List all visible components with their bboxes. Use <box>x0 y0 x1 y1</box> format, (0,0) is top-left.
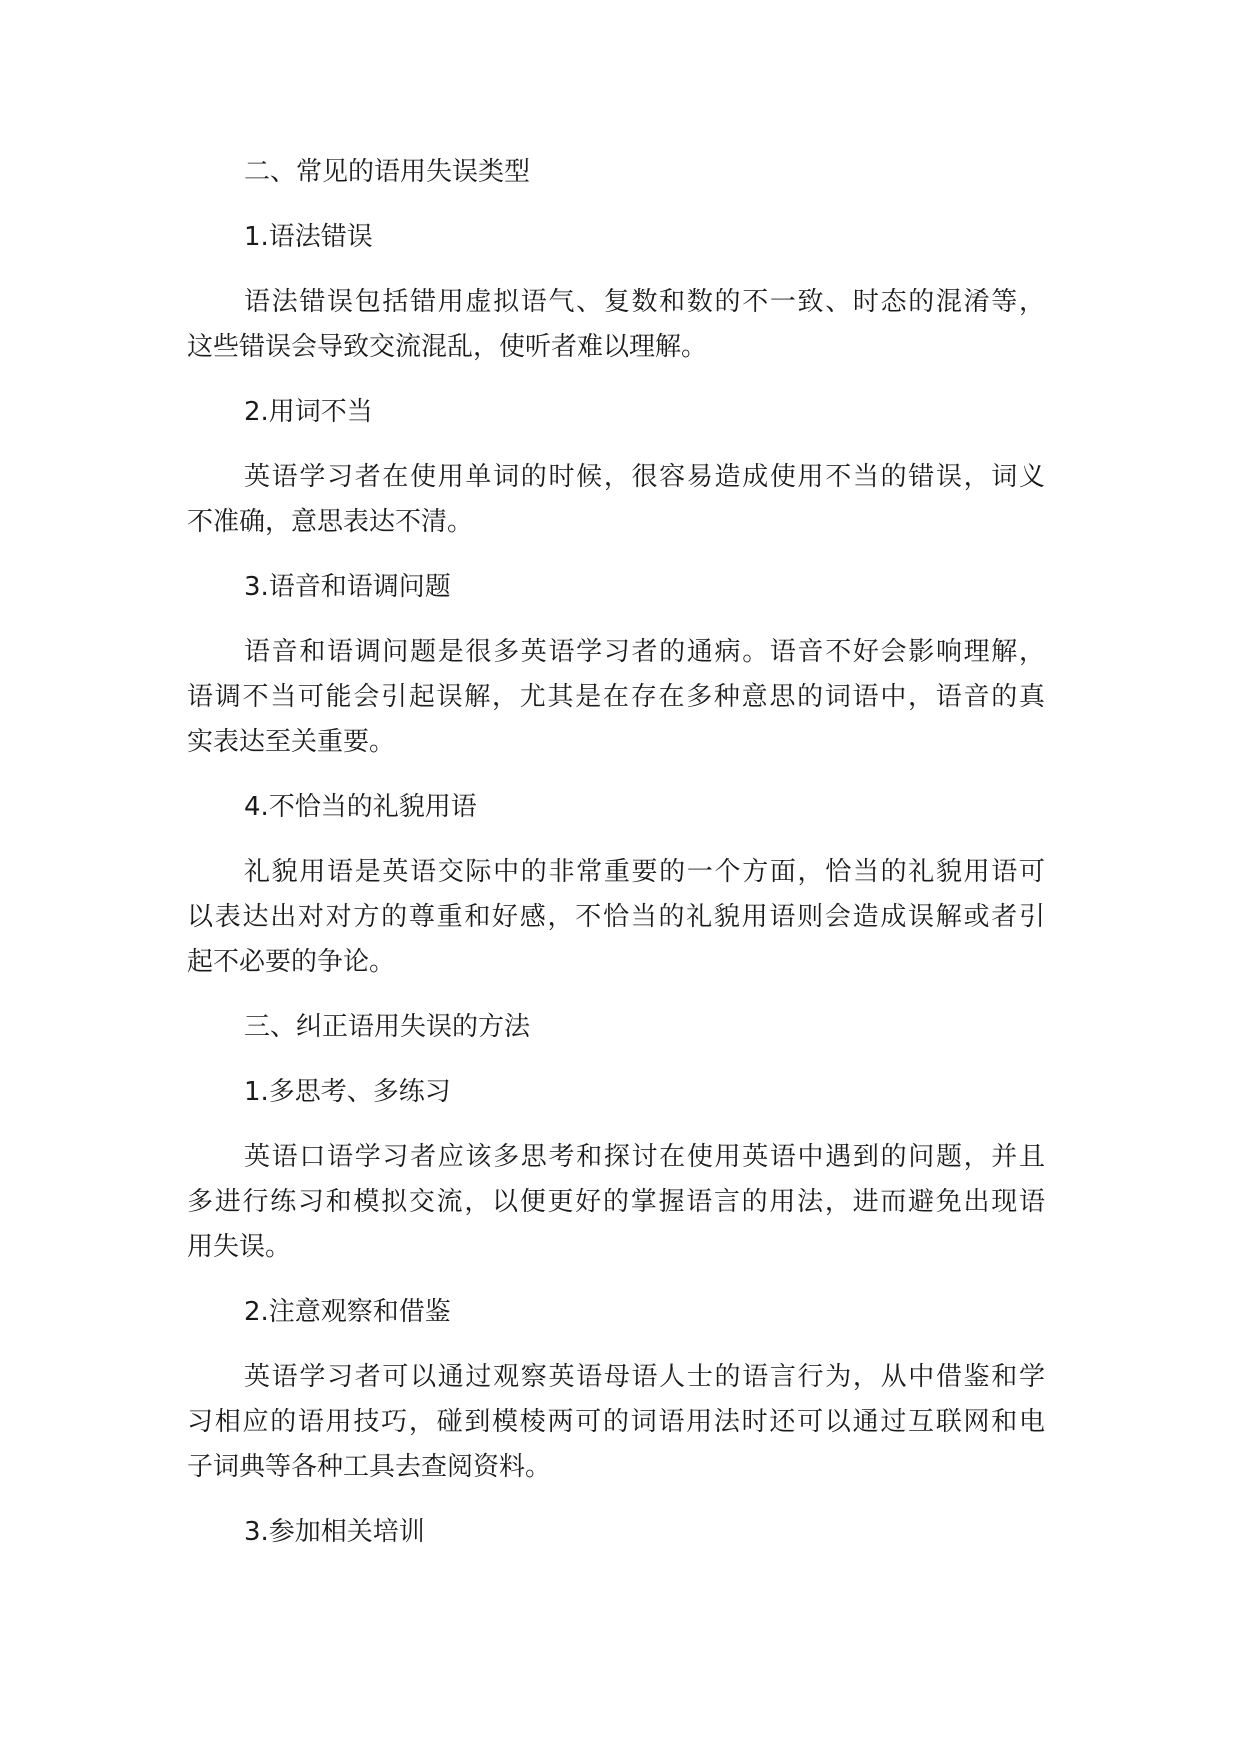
subsection-heading: 2.用词不当 <box>244 397 373 427</box>
subsection-heading: 1.语法错误 <box>244 222 373 252</box>
paragraph-line: 起不必要的争论。 <box>187 947 396 977</box>
paragraph-line: 语音和语调问题是很多英语学习者的通病。语音不好会影响理解， <box>244 637 1045 667</box>
subsection-heading: 3.参加相关培训 <box>244 1517 425 1547</box>
paragraph-line: 语法错误包括错用虚拟语气、复数和数的不一致、时态的混淆等， <box>244 287 1045 317</box>
paragraph-line: 语调不当可能会引起误解，尤其是在存在多种意思的词语中，语音的真 <box>187 682 1045 712</box>
paragraph-line: 实表达至关重要。 <box>187 727 396 757</box>
document-body <box>187 150 1045 1575</box>
paragraph <box>187 850 1045 985</box>
paragraph-line: 不准确，意思表达不清。 <box>187 507 474 537</box>
paragraph-line: 多进行练习和模拟交流，以便更好的掌握语言的用法，进而避免出现语 <box>187 1187 1045 1217</box>
paragraph-line: 英语口语学习者应该多思考和探讨在使用英语中遇到的问题，并且 <box>244 1142 1045 1172</box>
paragraph-line: 习相应的语用技巧，碰到模棱两可的词语用法时还可以通过互联网和电 <box>187 1407 1045 1437</box>
subsection-heading: 1.多思考、多练习 <box>244 1077 451 1107</box>
paragraph-line: 用失误。 <box>187 1232 292 1262</box>
paragraph <box>187 1355 1045 1490</box>
paragraph-line: 礼貌用语是英语交际中的非常重要的一个方面，恰当的礼貌用语可 <box>244 857 1045 887</box>
paragraph-line: 子词典等各种工具去查阅资料。 <box>187 1452 552 1482</box>
paragraph <box>187 630 1045 765</box>
section-heading: 二、常见的语用失误类型 <box>244 157 531 187</box>
paragraph <box>187 280 1045 370</box>
paragraph-line: 这些错误会导致交流混乱，使听者难以理解。 <box>187 332 708 362</box>
subsection-heading: 4.不恰当的礼貌用语 <box>244 792 477 822</box>
subsection-heading: 2.注意观察和借鉴 <box>244 1297 451 1327</box>
paragraph-line: 以表达出对对方的尊重和好感，不恰当的礼貌用语则会造成误解或者引 <box>187 902 1045 932</box>
paragraph <box>187 1135 1045 1270</box>
paragraph-line: 英语学习者在使用单词的时候，很容易造成使用不当的错误，词义 <box>244 462 1045 492</box>
section-heading: 三、纠正语用失误的方法 <box>244 1012 531 1042</box>
subsection-heading: 3.语音和语调问题 <box>244 572 451 602</box>
paragraph <box>187 455 1045 545</box>
paragraph-line: 英语学习者可以通过观察英语母语人士的语言行为，从中借鉴和学 <box>244 1362 1045 1392</box>
